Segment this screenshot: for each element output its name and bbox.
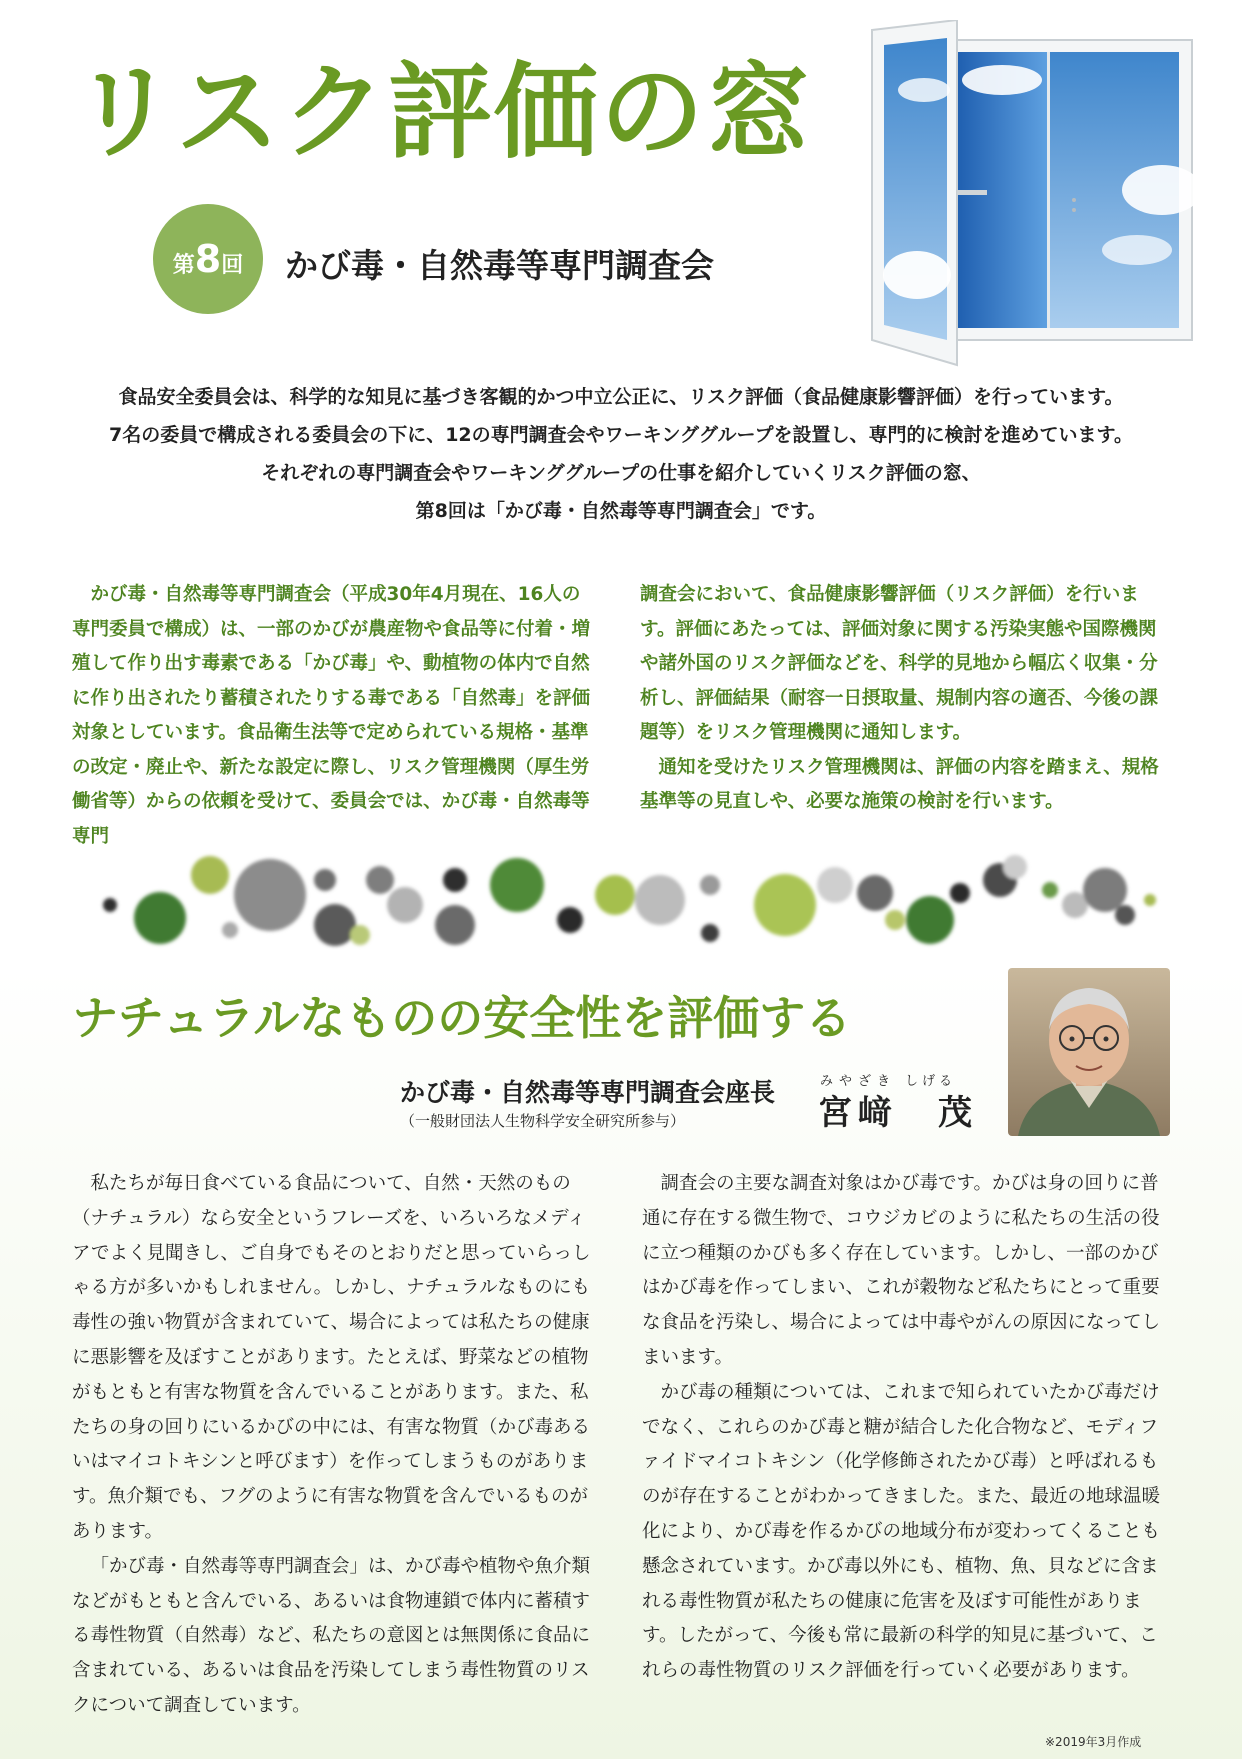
intro-line: 7名の委員で構成される委員会の下に、12の専門調査会やワーキンググループを設置し、専門的に検討を進めています。 [108, 424, 1134, 446]
chair-role: かび毒・自然毒等専門調査会座長 [400, 1078, 776, 1107]
ruby-given-name: しげる [905, 1074, 957, 1089]
article-column-left [72, 1167, 600, 1724]
overview-paragraph: かび毒・自然毒等専門調査会（平成30年4月現在、16人の専門委員で構成）は、一部のかびが農産物や食品等に付着・増殖して作り出す毒素である「かび毒」や、動植物の体内で自然に作り出されたり蓄積されたりする毒である「自然毒」を評価対象としています。食品衛生法等で定められている規格・基準の改定・廃止や、新たな設定に際し、リスク管理機関（厚生労働省等）からの依頼を受けて、委員会では、かび毒・自然毒等専門 [72, 584, 591, 847]
intro-line: それぞれの専門調査会やワーキンググループの仕事を紹介していくリスク評価の窓、 [261, 462, 981, 484]
badge-prefix: 第 [172, 253, 195, 278]
article-paragraph: 「かび毒・自然毒等専門調査会」は、かび毒や植物や魚介類などがもともと含んでいる、あるいは食物連鎖で体内に蓄積する毒性物質（自然毒）など、私たちの意図とは無関係に食品に含まれている、あるいは食品を汚染してしまう毒性物質のリスクについて調査しています。 [72, 1555, 591, 1716]
intro-text [60, 378, 1182, 530]
page-title: リスク評価の窓 [72, 51, 812, 173]
overview-paragraph: 通知を受けたリスク管理機関は、評価の内容を踏まえ、規格基準等の見直しや、必要な施策の検討を行います。 [640, 756, 1159, 812]
intro-line: 食品安全委員会は、科学的な知見に基づき客観的かつ中立公正に、リスク評価（食品健康影響評価）を行っています。 [118, 386, 1124, 408]
window-illustration [862, 20, 1202, 370]
badge-suffix: 回 [221, 253, 244, 278]
intro-line: 第8回は「かび毒・自然毒等専門調査会」です。 [415, 500, 827, 522]
decorative-dots [60, 845, 1182, 955]
ruby-surname: みやざき [820, 1074, 897, 1089]
committee-subtitle: かび毒・自然毒等専門調査会 [285, 246, 714, 285]
badge-number: 8 [194, 237, 222, 281]
overview-paragraph: 調査会において、食品健康影響評価（リスク評価）を行います。評価にあたっては、評価対象に関する汚染実態や国際機関や諸外国のリスク評価などを、科学的見地から幅広く収集・分析し、評価結果（耐容一日摂取量、規制内容の適否、今後の課題等）をリスク管理機関に通知します。 [640, 584, 1159, 743]
overview-column-left [72, 578, 596, 854]
article-column-right [642, 1167, 1172, 1689]
article-paragraph: 調査会の主要な調査対象はかび毒です。かびは身の回りに普通に存在する微生物で、コウジカビのように私たちの生活の役に立つ種類のかびも多く存在しています。しかし、一部のかびはかび毒を作ってしまい、これが穀物など私たちにとって重要な食品を汚染し、場合によっては中毒やがんの原因になってしまいます。 [642, 1173, 1161, 1368]
chair-name: 宮﨑 茂 [818, 1093, 978, 1133]
creation-date-note: ※2019年3月作成 [1045, 1735, 1142, 1749]
chair-affiliation: （一般財団法人生物科学安全研究所参与） [400, 1112, 686, 1130]
article-paragraph: 私たちが毎日食べている食品について、自然・天然のもの（ナチュラル）なら安全というフレーズを、いろいろなメディアでよく見聞きし、ご自身でもそのとおりだと思っていらっしゃる方が多いかもしれません。しかし、ナチュラルなものにも毒性の強い物質が含まれていて、場合によっては私たちの健康に悪影響を及ぼすことがあります。たとえば、野菜などの植物がもともと有害な物質を含んでいることがあります。また、私たちの身の回りにいるかびの中には、有害な物質（かび毒あるいはマイコトキシンと呼びます）を作ってしまうものがあります。魚介類でも、フグのように有害な物質を含んでいるものがあります。 [72, 1173, 591, 1542]
article-heading: ナチュラルなものの安全性を評価する [72, 991, 852, 1045]
article-paragraph: かび毒の種類については、これまで知られていたかび毒だけでなく、これらのかび毒と糖が結合した化合物など、モディファイドマイコトキシン（化学修飾されたかび毒）と呼ばれるものが存在することがわかってきました。また、最近の地球温暖化により、かび毒を作るかびの地域分布が変わってくることも懸念されています。かび毒以外にも、植物、魚、貝などに含まれる毒性物質が私たちの健康に危害を及ぼす可能性があります。したがって、今後も常に最新の科学的知見に基づいて、これらの毒性物質のリスク評価を行っていく必要があります。 [642, 1381, 1161, 1682]
chair-portrait-photo [1008, 968, 1170, 1136]
issue-badge [153, 204, 263, 314]
overview-column-right [640, 578, 1172, 820]
